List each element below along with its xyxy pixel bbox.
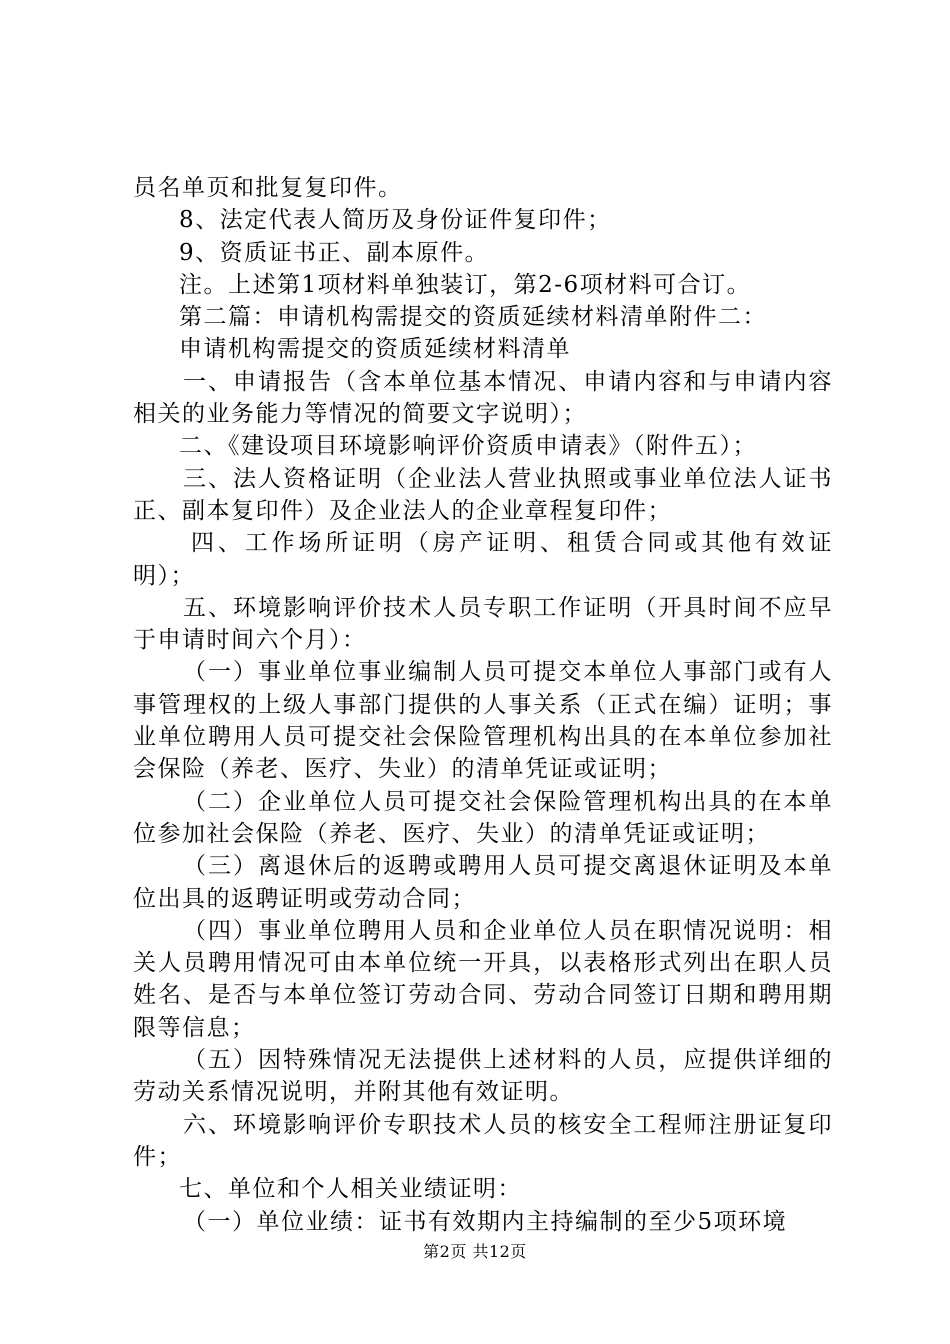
paragraph-item-one: 一、申请报告（含本单位基本情况、申请内容和与申请内容相关的业务能力等情况的简要文字说明）； bbox=[133, 368, 833, 428]
document-body bbox=[133, 172, 833, 1238]
paragraph-section-heading: 第二篇：申请机构需提交的资质延续材料清单附件二： bbox=[179, 304, 767, 331]
paragraph-item-six: 六、环境影响评价专职技术人员的核安全工程师注册证复印件； bbox=[133, 1111, 833, 1170]
paragraph-subitem-2: （二）企业单位人员可提交社会保险管理机构出具的在本单位参加社会保险（养老、医疗、失业）的清单凭证或证明； bbox=[133, 788, 833, 847]
paragraph-item-five: 五、环境影响评价技术人员专职工作证明（开具时间不应早于申请时间六个月）： bbox=[133, 594, 833, 654]
paragraph-continuation: 员名单页和批复复印件。 bbox=[133, 175, 403, 201]
paragraph-item-seven: 七、单位和个人相关业绩证明： bbox=[179, 1176, 522, 1203]
paragraph-item-three: 三、法人资格证明（企业法人营业执照或事业单位法人证书正、副本复印件）及企业法人的企业章程复印件； bbox=[133, 465, 833, 524]
paragraph-list-title: 申请机构需提交的资质延续材料清单 bbox=[179, 336, 571, 363]
paragraph-note: 注。上述第1项材料单独装订，第2-6项材料可合订。 bbox=[179, 271, 752, 298]
paragraph-subitem-5: （五）因特殊情况无法提供上述材料的人员，应提供详细的劳动关系情况说明，并附其他有效证明。 bbox=[133, 1047, 833, 1106]
paragraph-subitem-3: （三）离退休后的返聘或聘用人员可提交离退休证明及本单位出具的返聘证明或劳动合同； bbox=[133, 853, 833, 912]
paragraph-item-four: 四、工作场所证明（房产证明、租赁合同或其他有效证明）； bbox=[133, 530, 833, 589]
paragraph-subitem-seven-1: （一）单位业绩：证书有效期内主持编制的至少5项环境 bbox=[183, 1208, 788, 1235]
paragraph-subitem-4: （四）事业单位聘用人员和企业单位人员在职情况说明：相关人员聘用情况可由本单位统一开具，以表格形式列出在职人员姓名、是否与本单位签订劳动合同、劳动合同签订日期和聘用期限等信息； bbox=[133, 917, 833, 1041]
paragraph-item-9: 9、资质证书正、副本原件。 bbox=[179, 239, 490, 266]
page-number-label: 第2页 共12页 bbox=[423, 1242, 527, 1261]
paragraph-item-two: 二、《建设项目环境影响评价资质申请表》（附件五）； bbox=[179, 433, 757, 460]
paragraph-subitem-1: （一）事业单位事业编制人员可提交本单位人事部门或有人事管理权的上级人事部门提供的人事关系（正式在编）证明；事业单位聘用人员可提交社会保险管理机构出具的在本单位参加社会保险（养老、医疗、失业）的清单凭证或证明； bbox=[133, 659, 833, 783]
paragraph-item-8: 8、法定代表人简历及身份证件复印件； bbox=[179, 207, 612, 234]
page-footer bbox=[0, 1242, 950, 1262]
